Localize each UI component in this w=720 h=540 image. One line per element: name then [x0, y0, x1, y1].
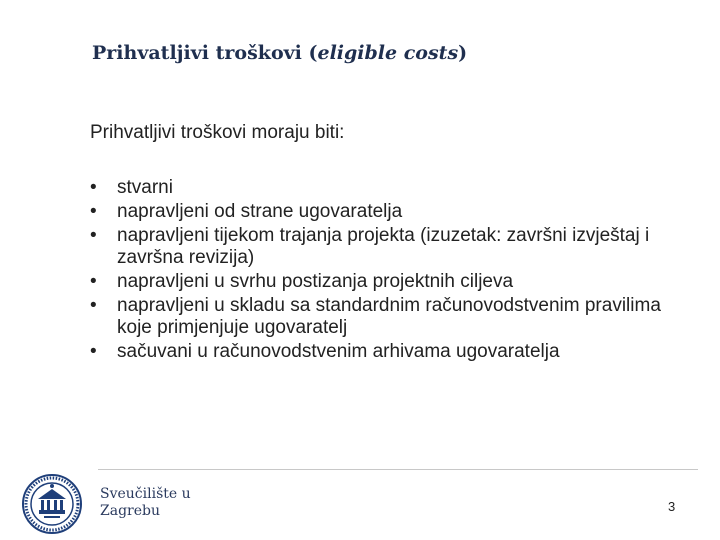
logo-line-2: Zagrebu — [100, 503, 160, 519]
bullet-dot-icon: • — [90, 341, 97, 362]
footer-divider — [98, 469, 698, 470]
list-item-text: sačuvani u računovodstvenim arhivama ugovaratelja — [117, 341, 560, 362]
list-item — [90, 295, 700, 339]
list-item — [90, 177, 700, 199]
university-logo-text — [100, 486, 191, 520]
title-main: Prihvatljivi troškovi ( — [92, 42, 318, 64]
list-item-text: napravljeni od strane ugovaratelja — [117, 201, 403, 222]
list-item-text: napravljeni u svrhu postizanja projektnih ciljeva — [117, 271, 514, 292]
list-item — [90, 201, 700, 223]
list-item — [90, 271, 700, 293]
university-seal-icon — [22, 474, 82, 534]
intro-text: Prihvatljivi troškovi moraju biti: — [90, 122, 345, 143]
title-italic: eligible costs — [317, 42, 459, 64]
slide-title — [92, 42, 467, 64]
bullet-list — [90, 177, 700, 365]
list-item-text: napravljeni tijekom trajanja projekta (izuzetak: završni izvještaj i završna revizija) — [117, 225, 650, 268]
logo-line-1: Sveučilište u — [100, 486, 191, 502]
list-item-text: stvarni — [117, 177, 173, 198]
title-end: ) — [458, 42, 468, 64]
bullet-dot-icon: • — [90, 295, 97, 316]
list-item — [90, 225, 700, 269]
bullet-dot-icon: • — [90, 271, 97, 292]
list-item-text: napravljeni u skladu sa standardnim računovodstvenim pravilima koje primjenjuje ugovaratelj — [117, 295, 661, 338]
bullet-dot-icon: • — [90, 177, 97, 198]
list-item — [90, 341, 700, 363]
bullet-dot-icon: • — [90, 201, 97, 222]
bullet-dot-icon: • — [90, 225, 97, 246]
page-number: 3 — [668, 499, 676, 514]
